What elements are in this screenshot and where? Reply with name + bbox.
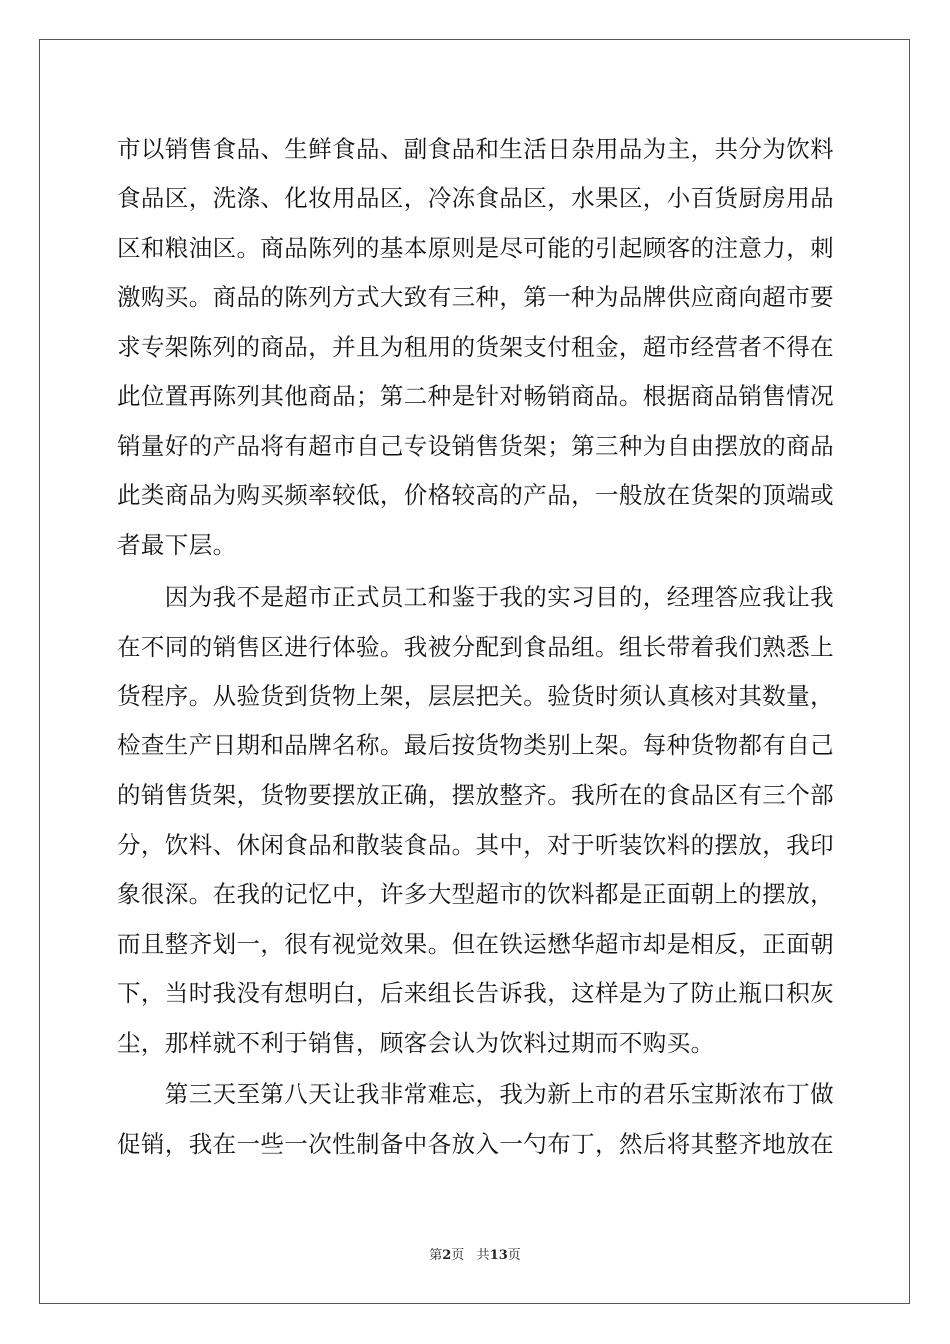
page-unit: 页 bbox=[451, 1248, 465, 1263]
text-line: 检查生产日期和品牌名称。最后按货物类别上架。每种货物都有自己 bbox=[117, 731, 834, 759]
text-line: 的销售货架，货物要摆放正确，摆放整齐。我所在的食品区有三个部 bbox=[117, 781, 834, 809]
total-page-count: 13 bbox=[489, 1248, 508, 1263]
paragraph-start-line: 第三天至第八天让我非常难忘，我为新上市的君乐宝斯浓布丁做 bbox=[117, 1080, 834, 1108]
text-line: 求专架陈列的商品，并且为租用的货架支付租金，超市经营者不得在 bbox=[117, 333, 834, 361]
text-line: 而且整齐划一，很有视觉效果。但在铁运懋华超市却是相反，正面朝 bbox=[117, 930, 834, 958]
text-line: 在不同的销售区进行体验。我被分配到食品组。组长带着我们熟悉上 bbox=[117, 633, 834, 661]
text-line: 象很深。在我的记忆中，许多大型超市的饮料都是正面朝上的摆放， bbox=[117, 880, 834, 908]
text-line: 促销，我在一些一次性制备中各放入一勺布丁，然后将其整齐地放在 bbox=[117, 1130, 834, 1158]
text-line: 此类商品为购买频率较低，价格较高的产品，一般放在货架的顶端或 bbox=[117, 481, 834, 509]
page-prefix: 第 bbox=[429, 1248, 443, 1263]
text-line: 食品区，洗涤、化妆用品区，冷冻食品区，水果区，小百货厨房用品 bbox=[117, 184, 834, 212]
total-unit: 页 bbox=[507, 1248, 521, 1263]
text-line: 区和粮油区。商品陈列的基本原则是尽可能的引起顾客的注意力，刺 bbox=[117, 234, 834, 262]
text-line: 此位置再陈列其他商品；第二种是针对畅销商品。根据商品销售情况 bbox=[117, 382, 834, 410]
text-line: 者最下层。 bbox=[117, 531, 237, 559]
text-line: 货程序。从验货到货物上架，层层把关。验货时须认真核对其数量， bbox=[117, 682, 834, 710]
text-line: 市以销售食品、生鲜食品、副食品和生活日杂用品为主，共分为饮料 bbox=[117, 135, 834, 163]
current-page-number: 2 bbox=[442, 1248, 452, 1263]
page-border bbox=[39, 39, 910, 1304]
text-line: 销量好的产品将有超市自己专设销售货架；第三种为自由摆放的商品 bbox=[117, 432, 834, 460]
text-line: 激购买。商品的陈列方式大致有三种，第一种为品牌供应商向超市要 bbox=[117, 283, 834, 311]
text-line: 尘，那样就不利于销售，顾客会认为饮料过期而不购买。 bbox=[117, 1029, 715, 1057]
total-prefix: 共 bbox=[476, 1248, 490, 1263]
page-footer bbox=[0, 1247, 950, 1265]
paragraph-start-line: 因为我不是超市正式员工和鉴于我的实习目的，经理答应我让我 bbox=[117, 583, 834, 611]
text-line: 下，当时我没有想明白，后来组长告诉我，这样是为了防止瓶口积灰 bbox=[117, 979, 834, 1007]
text-line: 分，饮料、休闲食品和散装食品。其中，对于听装饮料的摆放，我印 bbox=[117, 831, 834, 859]
